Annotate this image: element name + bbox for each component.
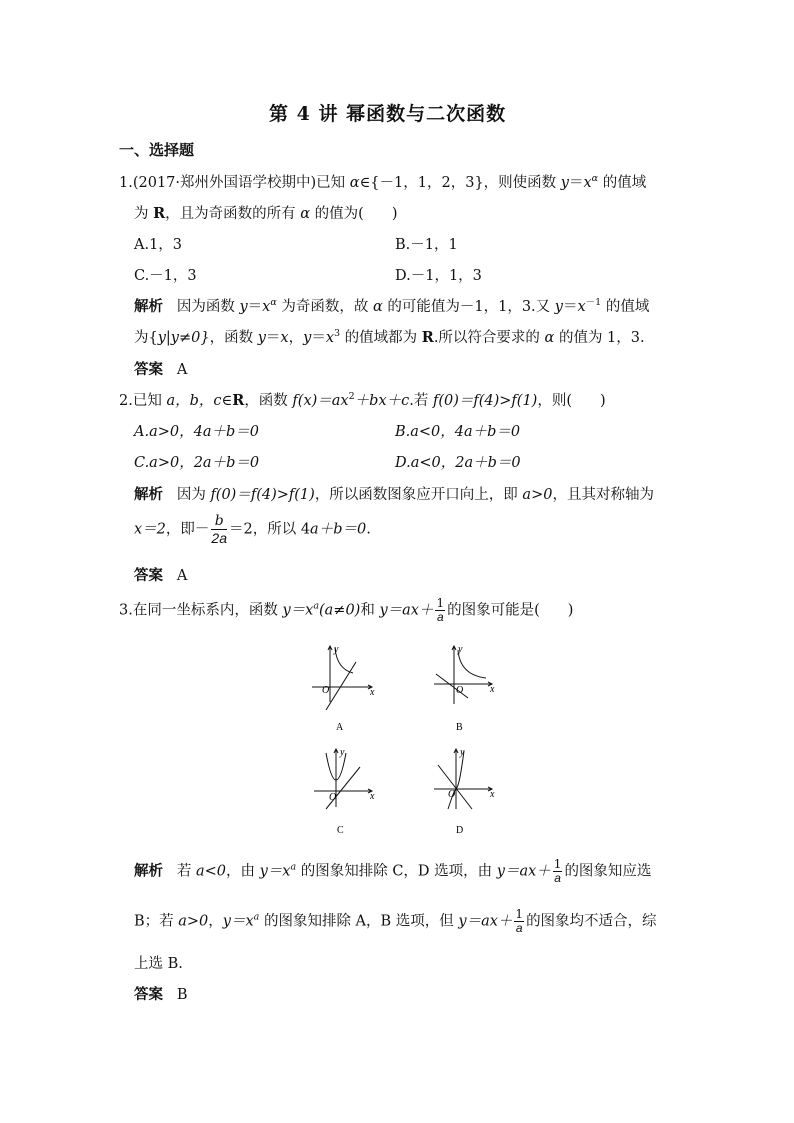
inequality: a>0 [522, 487, 553, 503]
alpha-symbol: α [544, 330, 555, 346]
origin-label: O [456, 685, 464, 696]
function-def: f(x)＝ax [292, 393, 349, 409]
analysis-text: 的图象知排除 C，D 选项，由 [296, 863, 497, 880]
graph-d [428, 745, 508, 839]
analysis-text: ，所以函数图象应开口向上，即 [314, 487, 523, 503]
condition: f(0)＝f(4)>f(1) [210, 487, 315, 503]
fraction-1-over-a [553, 858, 563, 885]
analysis-text: 为{ [134, 330, 158, 346]
graph-label-a: A [336, 722, 344, 733]
function-def: y＝x [282, 602, 314, 619]
q1-stem-text: 1.(2017·郑州外国语学校期中)已知 [119, 175, 350, 191]
exponent-alpha: α [270, 297, 277, 308]
q1-stem-line1 [119, 171, 646, 192]
analysis-text: 为奇函数，故 [276, 299, 373, 315]
analysis-label: 解析 [134, 486, 163, 503]
analysis-text: ，函数 [209, 330, 258, 346]
answer-label: 答案 [134, 986, 163, 1003]
var-x: x [280, 330, 289, 346]
function-def: y＝x [222, 913, 254, 930]
analysis-text: ，即－ [165, 521, 210, 538]
fraction-denominator: a [436, 610, 444, 624]
q3-stem-text: 和 [360, 602, 380, 619]
q2-stem-text: 2.已知 [119, 393, 167, 409]
fraction-numerator: 1 [515, 907, 524, 921]
analysis-text: 的图象均不适合，综 [526, 913, 657, 930]
exponent-a: a [313, 600, 319, 612]
origin-label: O [329, 792, 337, 803]
y-label: y [460, 747, 465, 758]
graph-label-b: B [456, 722, 463, 733]
var-y: y [303, 330, 312, 346]
fraction-numerator: 1 [553, 857, 562, 871]
q1-answer [134, 358, 187, 379]
answer-value: A [176, 362, 188, 378]
q2-stem-text: ，函数 [244, 393, 293, 409]
equals: ＝ [562, 299, 578, 315]
q3-analysis-line1 [134, 858, 651, 885]
q2-analysis-line2 [134, 513, 371, 546]
q1-stem-text: ，且为奇函数的所有 [165, 206, 301, 222]
q2-option-b: B.a<0，4a＋b＝0 [395, 424, 521, 440]
y-label: y [340, 747, 345, 758]
q1-analysis-line1 [134, 295, 649, 316]
analysis-text: 因为函数 [176, 299, 240, 315]
fraction-numerator: 1 [436, 596, 445, 610]
origin-label: O [322, 685, 330, 696]
analysis-text: 若 [176, 863, 196, 880]
exponent-neg1: －1 [585, 297, 602, 308]
q2-stem-text: ，则( [537, 393, 573, 409]
q2-stem-text: .若 [409, 393, 433, 409]
analysis-label: 解析 [134, 862, 163, 880]
result-eq: a＋b＝0 [310, 521, 367, 538]
q2-option-a: A.a>0，4a＋b＝0 [134, 424, 259, 440]
y-label: y [334, 644, 339, 655]
q2-analysis-line1 [134, 483, 654, 504]
analysis-text: .所以符合要求的 [433, 330, 545, 346]
fraction-denominator: a [554, 871, 561, 885]
q1-option-a: A.1，3 [134, 237, 183, 253]
var-y: y [554, 299, 563, 315]
var-y: y [560, 175, 569, 191]
page-title: 第 4 讲 幂函数与二次函数 [269, 103, 507, 125]
graph-a [308, 642, 388, 736]
equals: ＝ [568, 175, 584, 191]
alpha-symbol: α [349, 175, 360, 191]
fraction-b-over-2a [211, 513, 227, 546]
x-label: x [490, 684, 495, 695]
q3-answer [134, 983, 187, 1004]
section-heading: 一、选择题 [119, 141, 195, 159]
graph-label-c: C [337, 825, 344, 836]
answer-label: 答案 [134, 567, 163, 584]
var-x: x [262, 299, 271, 315]
fraction-1-over-a [514, 908, 524, 935]
origin-label: O [448, 789, 456, 800]
analysis-text: ，且其对称轴为 [552, 487, 654, 503]
exponent-2: 2 [348, 391, 355, 402]
equals: ＝ [311, 330, 326, 346]
var-x: x [583, 175, 592, 191]
x-label: x [370, 687, 375, 698]
analysis-text: ， [288, 330, 304, 346]
q3-analysis-line2 [134, 908, 657, 935]
q1-stem-text: 的值域 [598, 175, 647, 191]
var-x: x [325, 330, 334, 346]
q3-analysis-line3: 上选 B. [134, 956, 183, 972]
q2-answer [134, 564, 187, 585]
q2-stem [119, 389, 606, 410]
alpha-symbol: α [372, 299, 383, 315]
analysis-label: 解析 [134, 298, 163, 315]
q1-option-c: C.－1，3 [134, 268, 197, 284]
fraction-1-over-a [435, 597, 445, 624]
analysis-text: 的值域 [601, 299, 650, 315]
q3-stem-text: 的图象可能是( [447, 602, 540, 619]
fraction-numerator: b [211, 513, 227, 530]
analysis-text: ，由 [225, 863, 260, 880]
graph-label-d: D [456, 825, 464, 836]
condition: f(0)＝f(4)>f(1) [432, 393, 538, 409]
condition: (a≠0) [319, 602, 361, 619]
exponent-a: a [290, 861, 297, 873]
x-label: x [370, 791, 375, 802]
equals: ＝ [265, 330, 281, 346]
function-def: y＝ax＋ [458, 913, 513, 930]
x-label: x [490, 789, 495, 800]
answer-blank-close: ) [600, 393, 606, 409]
function-def: y＝x [259, 863, 291, 880]
line [438, 765, 472, 809]
q1-stem-text: 为 [134, 206, 154, 222]
q1-option-b: B.－1，1 [395, 237, 458, 253]
var-x: x [577, 299, 586, 315]
inequality: a<0 [195, 863, 226, 880]
q1-stem-line2 [134, 202, 398, 223]
analysis-text: 的图象知排除 A，B 选项，但 [259, 913, 459, 930]
set-R: R [232, 392, 245, 409]
y-label: y [458, 644, 463, 655]
exponent-a: a [253, 911, 260, 923]
axis-eq: x＝2 [134, 521, 166, 538]
answer-value: A [176, 568, 188, 584]
analysis-text: B；若 [134, 913, 179, 930]
fraction-denominator: 2a [211, 530, 227, 546]
answer-label: 答案 [134, 361, 163, 378]
analysis-text: 的图象知应选 [564, 863, 652, 880]
alpha-symbol: α [300, 206, 311, 222]
q2-option-d: D.a<0，2a＋b＝0 [395, 455, 521, 471]
answer-blank-close: ) [391, 206, 398, 222]
function-def: y＝ax＋ [496, 863, 551, 880]
analysis-text: 的值为 1，3. [554, 330, 645, 346]
analysis-text: 的值域都为 [340, 330, 422, 346]
graph-b [428, 642, 508, 736]
analysis-text: 因为 [176, 487, 211, 503]
q1-analysis-line2 [134, 326, 645, 347]
analysis-text: . [366, 521, 371, 538]
q2-option-c: C.a>0，2a＋b＝0 [134, 455, 260, 471]
q3-stem-text: 3.在同一坐标系内，函数 [119, 602, 283, 619]
inequality: a>0 [178, 913, 209, 930]
q2-stem-text: ∈ [221, 393, 233, 409]
q3-stem [119, 597, 573, 624]
q1-option-d: D.－1，1，3 [395, 268, 482, 284]
analysis-text: ， [208, 913, 223, 930]
var-y: y [239, 299, 248, 315]
analysis-text: ＝2，所以 4 [228, 521, 311, 538]
set-notation: y|y≠0} [157, 330, 210, 346]
var-y: y [257, 330, 266, 346]
function-def: ＋bx＋c [354, 393, 410, 409]
q1-stem-text: 的值为( [310, 206, 364, 222]
set-R: R [421, 329, 434, 346]
vars-abc: a，b，c [166, 393, 222, 409]
analysis-text: 的可能值为－1，1，3.又 [382, 299, 555, 315]
equals: ＝ [247, 299, 263, 315]
answer-blank-close: ) [567, 602, 574, 619]
answer-value: B [176, 987, 188, 1003]
exponent-alpha: α [591, 173, 599, 184]
q1-stem-text: ∈{－1，1，2，3}，则使函数 [359, 175, 561, 191]
graph-c [308, 745, 388, 839]
set-R: R [153, 205, 166, 222]
exponent-3: 3 [334, 328, 341, 339]
fraction-denominator: a [515, 921, 523, 935]
function-def: y＝ax＋ [379, 602, 434, 619]
